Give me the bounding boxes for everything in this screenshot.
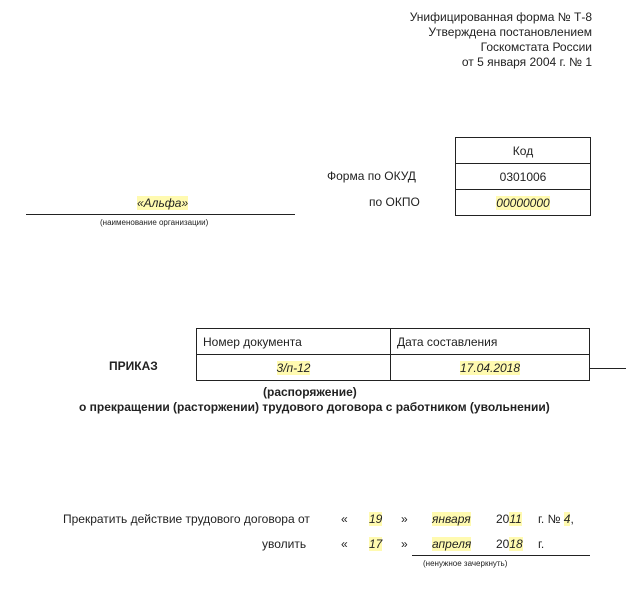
- form-header-note: [410, 10, 592, 70]
- okpo-value-text: 00000000: [496, 195, 550, 210]
- organization-name: «Альфа»: [137, 196, 189, 210]
- bottom-underline: [412, 555, 590, 556]
- dismiss-year-field[interactable]: [496, 537, 523, 551]
- dismiss-year-suffix: 18: [509, 537, 523, 551]
- close-quote: »: [401, 512, 408, 526]
- contract-comma: ,: [570, 512, 574, 526]
- dismiss-day: 17: [369, 537, 383, 551]
- dismiss-label: уволить: [262, 537, 307, 551]
- code-header: Код: [456, 138, 591, 164]
- strike-caption: (ненужное зачеркнуть): [423, 559, 508, 568]
- form-header-line: Унифицированная форма № Т-8: [409, 10, 592, 24]
- organization-name-field[interactable]: [137, 196, 188, 210]
- order-subtitle: (распоряжение): [263, 385, 357, 399]
- doc-date-cell[interactable]: [391, 355, 590, 381]
- contract-no-label: г. №: [538, 512, 561, 526]
- contract-no[interactable]: 4: [563, 512, 571, 526]
- contract-day-field[interactable]: [369, 512, 382, 526]
- doc-date-header: Дата составления: [391, 329, 590, 355]
- year-suffix-label: г.: [538, 537, 545, 551]
- form-header-line: Утверждена постановлением: [428, 25, 592, 39]
- contract-year-prefix: 20: [496, 512, 510, 526]
- contract-month-field[interactable]: [432, 512, 471, 526]
- contract-label: Прекратить действие трудового договора от: [63, 512, 310, 526]
- open-quote: «: [341, 537, 348, 551]
- close-quote: »: [401, 537, 408, 551]
- okud-value[interactable]: 0301006: [456, 164, 591, 190]
- order-title: ПРИКАЗ: [109, 359, 158, 373]
- contract-number-group: [538, 512, 574, 526]
- okpo-value[interactable]: [456, 190, 591, 216]
- order-description: о прекращении (расторжении) трудового договора с работником (увольнении): [79, 400, 550, 414]
- contract-day: 19: [369, 512, 383, 526]
- contract-year-field[interactable]: [496, 512, 522, 526]
- okpo-label: по ОКПО: [369, 195, 420, 209]
- dismiss-month: апреля: [432, 537, 472, 551]
- table-trailing-line: [590, 368, 626, 369]
- doc-date-value: 17.04.2018: [459, 360, 521, 375]
- doc-number-cell[interactable]: [197, 355, 391, 381]
- form-header-line: от 5 января 2004 г. № 1: [461, 55, 592, 69]
- code-table: [455, 137, 591, 216]
- contract-month: января: [432, 512, 471, 526]
- doc-number-header: Номер документа: [197, 329, 391, 355]
- dismiss-month-field[interactable]: [432, 537, 471, 551]
- dismiss-year-prefix: 20: [496, 537, 510, 551]
- okud-label: Форма по ОКУД: [327, 169, 416, 183]
- open-quote: «: [341, 512, 348, 526]
- form-header-line: Госкомстата России: [480, 40, 592, 54]
- organization-underline: [26, 214, 295, 215]
- document-table: [196, 328, 590, 381]
- organization-caption: (наименование организации): [100, 218, 209, 227]
- doc-number-value: 3/п-12: [276, 360, 311, 375]
- dismiss-day-field[interactable]: [369, 537, 382, 551]
- contract-year-suffix: 11: [509, 512, 522, 526]
